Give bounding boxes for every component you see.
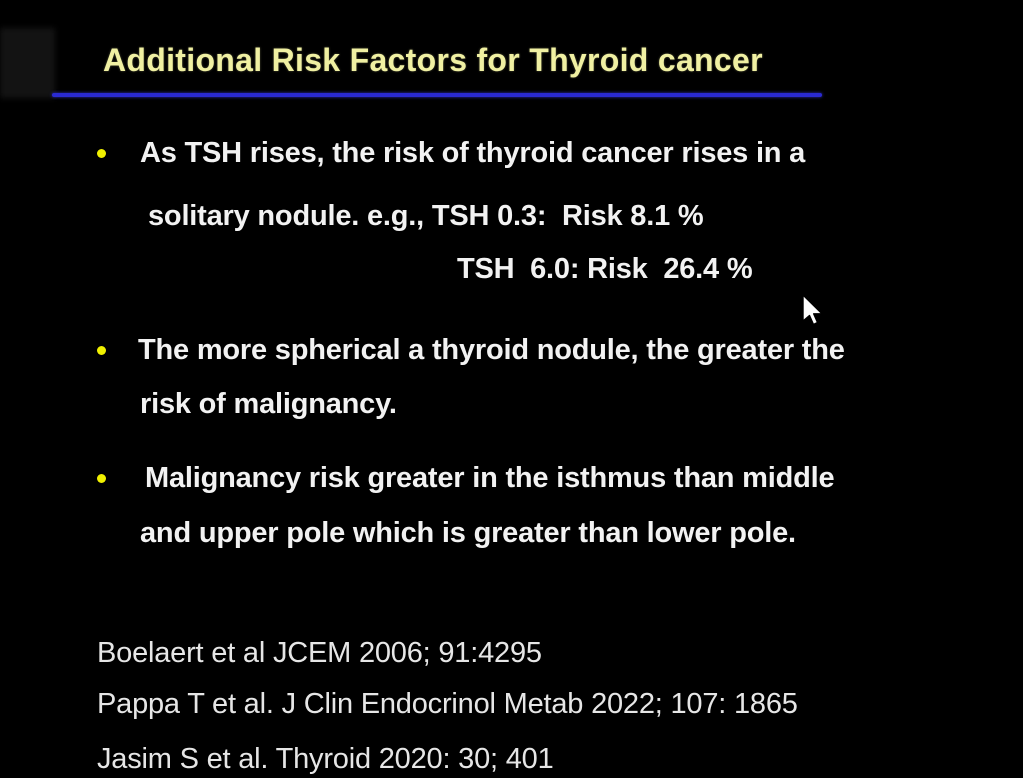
bullet-dot	[97, 149, 106, 158]
top-left-shade	[0, 28, 55, 98]
bullet-1-line-1: As TSH rises, the risk of thyroid cancer rises in a	[140, 137, 806, 169]
bullet-dot	[97, 346, 106, 355]
citation-2: Pappa T et al. J Clin Endocrinol Metab 2022; 107: 1865	[97, 688, 798, 720]
arrow-pointer-icon	[801, 293, 825, 329]
bullet-dot	[97, 474, 106, 483]
citation-1: Boelaert et al JCEM 2006; 91:4295	[97, 637, 542, 669]
slide-title: Additional Risk Factors for Thyroid cancer	[103, 42, 763, 78]
bullet-1-line-2: solitary nodule. e.g., TSH 0.3: Risk 8.1 %	[148, 200, 704, 232]
bullet-2-line-2: risk of malignancy.	[140, 388, 397, 420]
bullet-3-line-2: and upper pole which is greater than lower pole.	[140, 517, 796, 549]
bullet-1-line-3: TSH 6.0: Risk 26.4 %	[457, 253, 753, 285]
citation-3: Jasim S et al. Thyroid 2020: 30; 401	[97, 743, 554, 775]
title-underline	[52, 93, 822, 97]
bullet-3-line-1: Malignancy risk greater in the isthmus than middle	[145, 462, 835, 494]
bullet-2-line-1: The more spherical a thyroid nodule, the greater the	[138, 334, 845, 366]
